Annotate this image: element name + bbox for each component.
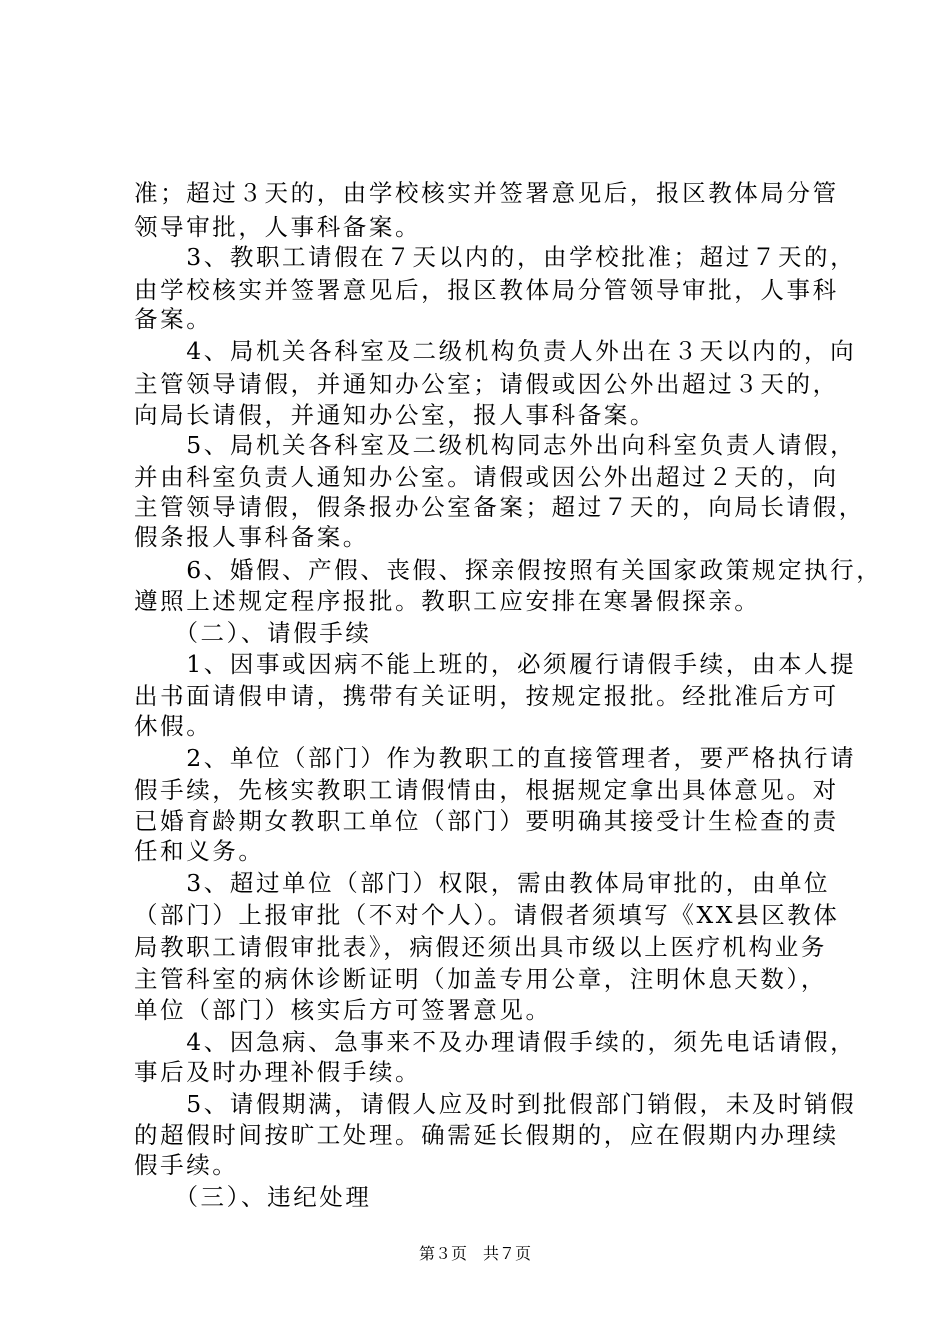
text-line: 主管领导请假，假条报办公室备案；超过７天的，向局长请假， (134, 493, 865, 521)
text-line: 4、局机关各科室及二级机构负责人外出在３天以内的，向 (134, 337, 857, 365)
text-line: 1、因事或因病不能上班的，必须履行请假手续，由本人提 (134, 650, 857, 678)
text-line: 3、教职工请假在７天以内的，由学校批准；超过７天的， (134, 243, 857, 271)
text-line: 休假。 (134, 712, 213, 740)
text-line: 5、请假期满，请假人应及时到批假部门销假，未及时销假 (134, 1090, 857, 1118)
text-line: 任和义务。 (134, 837, 265, 865)
text-line: 出书面请假申请，携带有关证明，按规定报批。经批准后方可 (134, 682, 839, 710)
text-line: 4、因急病、急事来不及办理请假手续的，须先电话请假， (134, 1028, 857, 1056)
text-line: 2、单位（部门）作为教职工的直接管理者，要严格执行请 (134, 744, 857, 772)
text-line: 局教职工请假审批表》，病假还须出具市级以上医疗机构业务 (134, 933, 827, 961)
text-line: 假手续。 (134, 1151, 239, 1179)
text-line: 备案。 (134, 305, 213, 333)
text-line: 假手续，先核实教职工请假情由，根据规定拿出具体意见。对 (134, 776, 839, 804)
text-line: 领导审批，人事科备案。 (134, 213, 422, 241)
section-heading: （二）、请假手续 (134, 619, 372, 647)
text-line: 向局长请假，并通知办公室，报人事科备案。 (134, 401, 656, 429)
text-line: 的超假时间按旷工处理。确需延长假期的，应在假期内办理续 (134, 1121, 839, 1149)
text-line: 遵照上述规定程序报批。教职工应安排在寒暑假探亲。 (134, 587, 761, 615)
text-line: 主管科室的病休诊断证明（加盖专用公章，注明休息天数）， (134, 965, 827, 993)
text-line: 由学校核实并签署意见后，报区教体局分管领导审批，人事科 (134, 276, 839, 304)
page-number-footer: 第３页 共７页 (418, 1244, 531, 1263)
text-line: 6、婚假、产假、丧假、探亲假按照有关国家政策规定执行， (134, 556, 883, 584)
text-line: 假条报人事科备案。 (134, 523, 369, 551)
text-line: 准；超过３天的，由学校核实并签署意见后，报区教体局分管 (134, 179, 839, 207)
text-line: 5、局机关各科室及二级机构同志外出向科室负责人请假， (134, 431, 857, 459)
text-line: 并由科室负责人通知办公室。请假或因公外出超过２天的，向 (134, 463, 839, 491)
text-line: 3、超过单位（部门）权限，需由教体局审批的，由单位 (134, 869, 831, 897)
text-line: 已婚育龄期女教职工单位（部门）要明确其接受计生检查的责 (134, 807, 839, 835)
text-line: （部门）上报审批（不对个人）。请假者须填写《XX县区教体 (134, 901, 840, 929)
text-line: 事后及时办理补假手续。 (134, 1058, 422, 1086)
text-line: 主管领导请假，并通知办公室；请假或因公外出超过３天的， (134, 370, 839, 398)
text-line: 单位（部门）核实后方可签署意见。 (134, 996, 552, 1024)
section-heading: （三）、违纪处理 (134, 1183, 372, 1211)
